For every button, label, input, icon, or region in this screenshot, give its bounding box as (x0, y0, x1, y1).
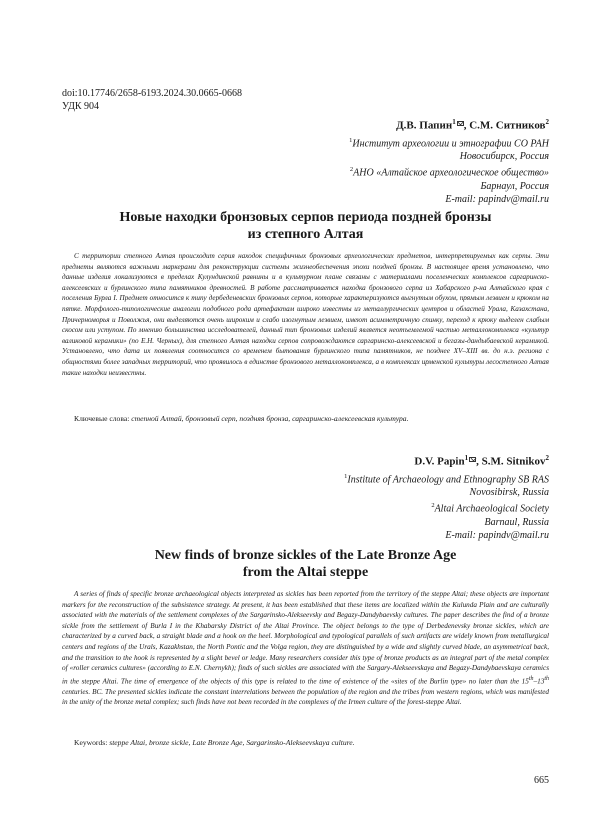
affil-ru-line: $^2$АНО «Алтайское археологическое общество» (349, 166, 549, 179)
author2-ru: , С.М. Ситников (463, 119, 546, 132)
affil-en-line: Novosibirsk, Russia (469, 487, 549, 499)
affil-ru-line: Новосибирск, Россия (459, 151, 549, 163)
keywords-ru: Ключевые слова: степной Алтай, бронзовый серп, поздняя бронза, саргаринско-алексеевская культура. (74, 414, 409, 423)
udk: УДК 904 (62, 101, 100, 112)
affil-en-email[interactable]: E-mail: papindv@mail.ru (445, 529, 549, 541)
author1-en: D.V. Papin (414, 455, 465, 468)
authors-en: D.V. Papin$^1$ , S.M. Sitnikov$^2$ (414, 454, 549, 468)
affil-en-line: $^1$Institute of Archaeology and Ethnography SB RAS (344, 473, 549, 486)
authors-ru: Д.В. Папин$^1$ , С.М. Ситников$^2$ (396, 118, 549, 132)
envelope-icon (469, 457, 476, 462)
envelope-icon (457, 121, 464, 126)
affil-en-line: Barnaul, Russia (484, 516, 549, 528)
page-number: 665 (534, 775, 549, 786)
author2-en: , S.M. Sitnikov (476, 455, 546, 468)
title-ru: Новые находки бронзовых серпов периода поздней бронзы из степного Алтая (119, 210, 492, 242)
article-meta (62, 87, 242, 113)
abstract-ru: С территории степного Алтая происходит серия находок специфичных бронзовых археологических предметов, интерпретируемых как серпы. Эти предметы являются важными маркерами для реконструкции системы жизнеобеспечения эпохи поздней бронзы. В настоящее время установлено, что данные изделия локализуются в пределах Кулундинской равнины и в культурном плане связаны с материалами поселенческих комплексов саргаринско-алексеевских и бурлинского типа памятников древностей. В работе рассматривается находка бронзового серпа из Хабарского р-на Алтайского края с поселения Бурла I. Предмет относится к типу дербеденевских бронзовых серпов, которые характеризуются выгнутым обухом, прямым лезвием и крюком на пятке. Морфолого-типологические аналогии подобного рода артефактам широко известны из металлургических центров и областей Урала, Казахстана, Причерноморья и Поволжья, они выделяются очень широким и слабо изогнутым лезвием, имеют асимметричную спинку, переход к крюку выделен слабым скосом или уступом. По мнению большинства исследователей, данный тип бронзовых изделий является неотъемлемой частью металлокомплекса «культур валиковой керамики» (по Е.Н. Черных), для степного Алтая находки серпов сопровождаются саргаринско-алексеевской и бегазы-дандыбаевской керамикой. Установлено, что дата их появления соотносится со временем бытования бурлинского типа памятников, не позднее XV–XIII вв. до н.э. региона с общностями более западных территорий, что проявилось в единстве бронзового металлокомплекса, а в комплексах ирменской культуры лесостепного Алтая такие находки неизвестны. (62, 252, 549, 377)
affil-ru-email[interactable]: E-mail: papindv@mail.ru (445, 193, 549, 205)
affiliations-ru (349, 134, 549, 206)
affil-ru-line: $^1$Институт археологии и этнографии СО РАН (349, 137, 549, 150)
keywords-en: Keywords: steppe Altai, bronze sickle, Late Bronze Age, Sargarinsko-Alekseevskaya culture. (74, 738, 355, 747)
affil-ru-line: Барнаул, Россия (480, 180, 549, 192)
author1-ru: Д.В. Папин (396, 119, 453, 132)
doi[interactable]: doi:10.17746/2658-6193.2024.30.0665-0668 (62, 88, 242, 99)
title-en: New finds of bronze sickles of the Late Bronze Age from the Altai steppe (154, 548, 457, 580)
abstract-en: A series of finds of specific bronze archaeological objects interpreted as sickles has been reported from the territory of the steppe Altai; these objects are important markers for the reconstruction of the subsistence strategy. At present, it has been established that these items are localized within the Kulunda Plain and are culturally associated with the materials of the settlement complexes of the Sargarinsko-Alekseevsky and Begazy-Dandybaevsky cultures. The paper describes the find of a bronze sickle from the settlement of Burla I in the Khabarsky District of the Altai Province. The object belongs to the type of Derbedenevsky bronze sickles, which are characterized by a curved back, a straight blade and a hook on the heel. Morphological and typological parallels of such artifacts are widely known from metallurgical centers and regions of the Urals, Kazakhstan, the North Pontic and the Volga region, they are distinguished by a wide and slightly curved blade, an asymmetrical back, and the transition to the hook is represented by a slight bevel or ledge. Many researchers consider this type of bronze products as an integral part of the metal complex of «roller ceramics cultures» (according to E.N. Chernykh); finds of such sickles are associated with the Sargary-Alekseevskaya and Begazy-Dandybaevskaya ceramics in the steppe Altai. The time of emergence of the objects of this type is related to the time of existence of the «sites of the Burlin type» no later than the 15th–13th centuries. BC. The presented sickles indicate the constant interrelations between the population of the region and the tribes from western regions, which was manifested in the unity of the bronze metal complex; such finds have not been recorded in the complexes of the Irmen culture of the forest-steppe Altai. (62, 590, 549, 707)
affil-en-line: $^2$Altai Archaeological Society (431, 502, 549, 515)
affiliations-en (344, 470, 549, 542)
